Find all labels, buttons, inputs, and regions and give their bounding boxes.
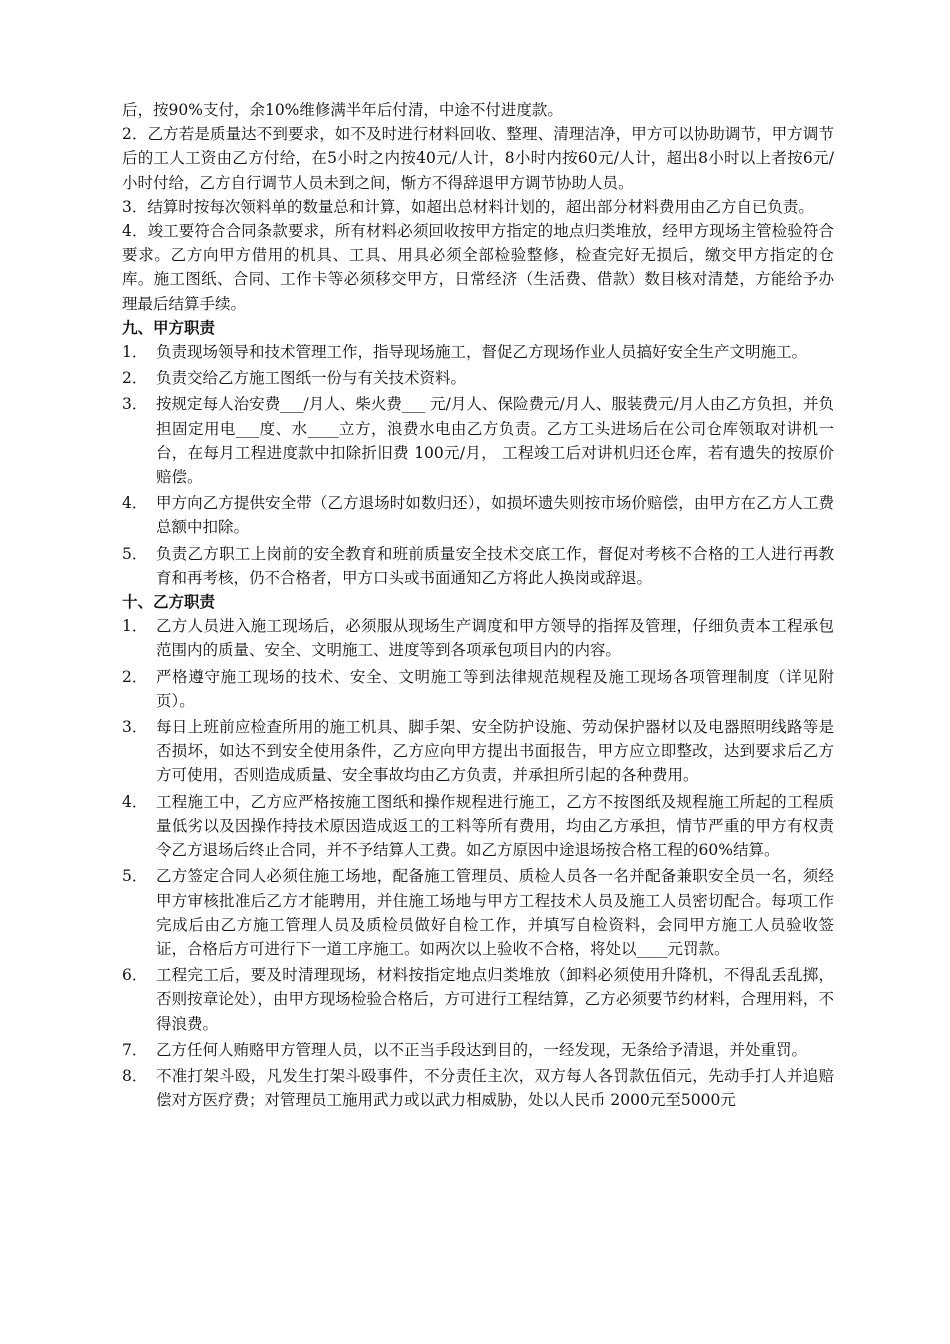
list-item	[122, 542, 834, 590]
document-page	[122, 98, 834, 1112]
lead-paragraph-4: 4．竣工要符合合同条款要求，所有材料必须回收按甲方指定的地点归类堆放，经甲方现场主管检验符合要求。乙方向甲方借用的机具、工具、用具必须全部检验整修，检查完好无损后，缴交甲方指定的仓库。施工图纸、合同、工作卡等必须移交甲方，日常经济（生活费、借款）数目核对清楚，方能给予办理最后结算手续。	[122, 222, 834, 313]
list-item-number: 5．	[122, 544, 148, 563]
list-item-number: 7．	[122, 1040, 148, 1059]
list-item-text: 乙方签定合同人必须住施工场地，配备施工管理员、质检人员各一名并配备兼职安全员一名，须经甲方审核批准后乙方才能聘用，并住施工场地与甲方工程技术人员及施工人员密切配合。每项工作完成后由乙方施工管理人员及质检员做好自检工作，并填写自检资料，会同甲方施工人员验收签证，合格后方可进行下一道工序施工。如两次以上验收不合格，将处以____元罚款。	[156, 867, 834, 958]
list-item-number: 3．	[122, 718, 148, 737]
section-10-heading: 十、乙方职责	[122, 592, 216, 612]
list-item-text: 工程完工后，要及时清理现场，材料按指定地点归类堆放（卸料必须使用升降机，不得乱丢乱掷，否则按章论处），由甲方现场检验合格后，方可进行工程结算，乙方必须要节约材料，合理用料，不得浪费。	[156, 966, 834, 1033]
list-item-text: 不准打架斗殴，凡发生打架斗殴事件，不分责任主次，双方每人各罚款伍佰元，先动手打人并追赔偿对方医疗费；对管理员工施用武力或以武力相威胁，处以人民币 2000元至5000元	[156, 1066, 834, 1110]
list-item-text: 严格遵守施工现场的技术、安全、文明施工等到法律规范规程及施工现场各项管理制度（详见附页）。	[156, 667, 834, 710]
list-item-text: 负责交给乙方施工图纸一份与有关技术资料。	[156, 369, 467, 388]
list-item-text: 工程施工中，乙方应严格按施工图纸和操作规程进行施工，乙方不按图纸及规程施工所起的工程质量低劣以及因操作持技术原因造成返工的工料等所有费用，均由乙方承担，情节严重的甲方有权责令乙方退场后终止合同，并不予结算人工费。如乙方原因中途退场按合格工程的60%结算。	[156, 792, 834, 860]
list-item-number: 4．	[122, 792, 148, 811]
list-item-number: 4．	[122, 494, 148, 513]
lead-paragraph-3: 3．结算时按每次领料单的数量总和计算，如超出总材料计划的，超出部分材料费用由乙方自已负责。	[122, 197, 814, 216]
section-9-list	[122, 340, 834, 590]
list-item	[122, 1038, 834, 1062]
list-item-text: 乙方任何人贿赂甲方管理人员，以不正当手段达到目的，一经发现，无条给予清退，并处重罚。	[156, 1040, 808, 1059]
list-item-number: 3．	[122, 395, 148, 414]
list-item-text: 按规定每人治安费___/月人、柴火费___ 元/月人、保险费元/月人、服装费元/月人由乙方负担，并负担固定用电___度、水____立方，浪费水电由乙方负责。乙方工头进场后在公司仓库领取对讲机一台，在每月工程进度款中扣除折旧费 100元/月， 工程竣工后对讲机归还仓库，若有遗失的按原价赔偿。	[156, 395, 834, 487]
list-item	[122, 665, 834, 713]
list-item-number: 2．	[122, 667, 148, 686]
list-item-text: 乙方人员进入施工现场后，必须服从现场生产调度和甲方领导的指挥及管理，仔细负责本工程承包范围内的质量、安全、文明施工、进度等到各项承包项目内的内容。	[156, 617, 834, 660]
list-item-text: 甲方向乙方提供安全带（乙方退场时如数归还），如损坏遗失则按市场价赔偿，由甲方在乙方人工费总额中扣除。	[156, 494, 834, 537]
list-item-number: 1．	[122, 617, 148, 636]
list-item-number: 1．	[122, 343, 148, 362]
section-9-heading: 九、甲方职责	[122, 317, 216, 337]
list-item	[122, 790, 834, 863]
list-item	[122, 491, 834, 539]
list-item	[122, 864, 834, 961]
list-item-number: 5．	[122, 867, 148, 886]
list-item	[122, 1064, 834, 1112]
section-10-list	[122, 614, 834, 1112]
lead-paragraph-1: 后，按90%支付，余10%维修满半年后付清，中途不付进度款。	[122, 101, 563, 119]
list-item	[122, 614, 834, 662]
list-item	[122, 366, 834, 390]
list-item-number: 6．	[122, 966, 148, 985]
list-item	[122, 963, 834, 1036]
list-item-text: 负责现场领导和技术管理工作，指导现场施工，督促乙方现场作业人员搞好安全生产文明施工。	[156, 343, 808, 362]
list-item	[122, 715, 834, 788]
list-item-number: 2．	[122, 369, 148, 388]
lead-paragraph-2: 2．乙方若是质量达不到要求，如不及时进行材料回收、整理、清理洁净，甲方可以协助调节，甲方调节后的工人工资由乙方付给，在5小时之内按40元/人计，8小时内按60元/人计，超出8小时以上者按6元/小时付给，乙方自行调节人员未到之间，惭方不得辞退甲方调节协助人员。	[122, 125, 834, 192]
list-item	[122, 340, 834, 364]
list-item-text: 每日上班前应检查所用的施工机具、脚手架、安全防护设施、劳动保护器材以及电器照明线路等是否损坏，如达不到安全使用条件，乙方应向甲方提出书面报告，甲方应立即整改，达到要求后乙方方可使用，否则造成质量、安全事故均由乙方负责，并承担所引起的各种费用。	[156, 718, 834, 785]
list-item-number: 8．	[122, 1066, 148, 1085]
list-item	[122, 392, 834, 489]
list-item-text: 负责乙方职工上岗前的安全教育和班前质量安全技术交底工作，督促对考核不合格的工人进行再教育和再考核，仍不合格者，甲方口头或书面通知乙方将此人换岗或辞退。	[156, 544, 834, 587]
